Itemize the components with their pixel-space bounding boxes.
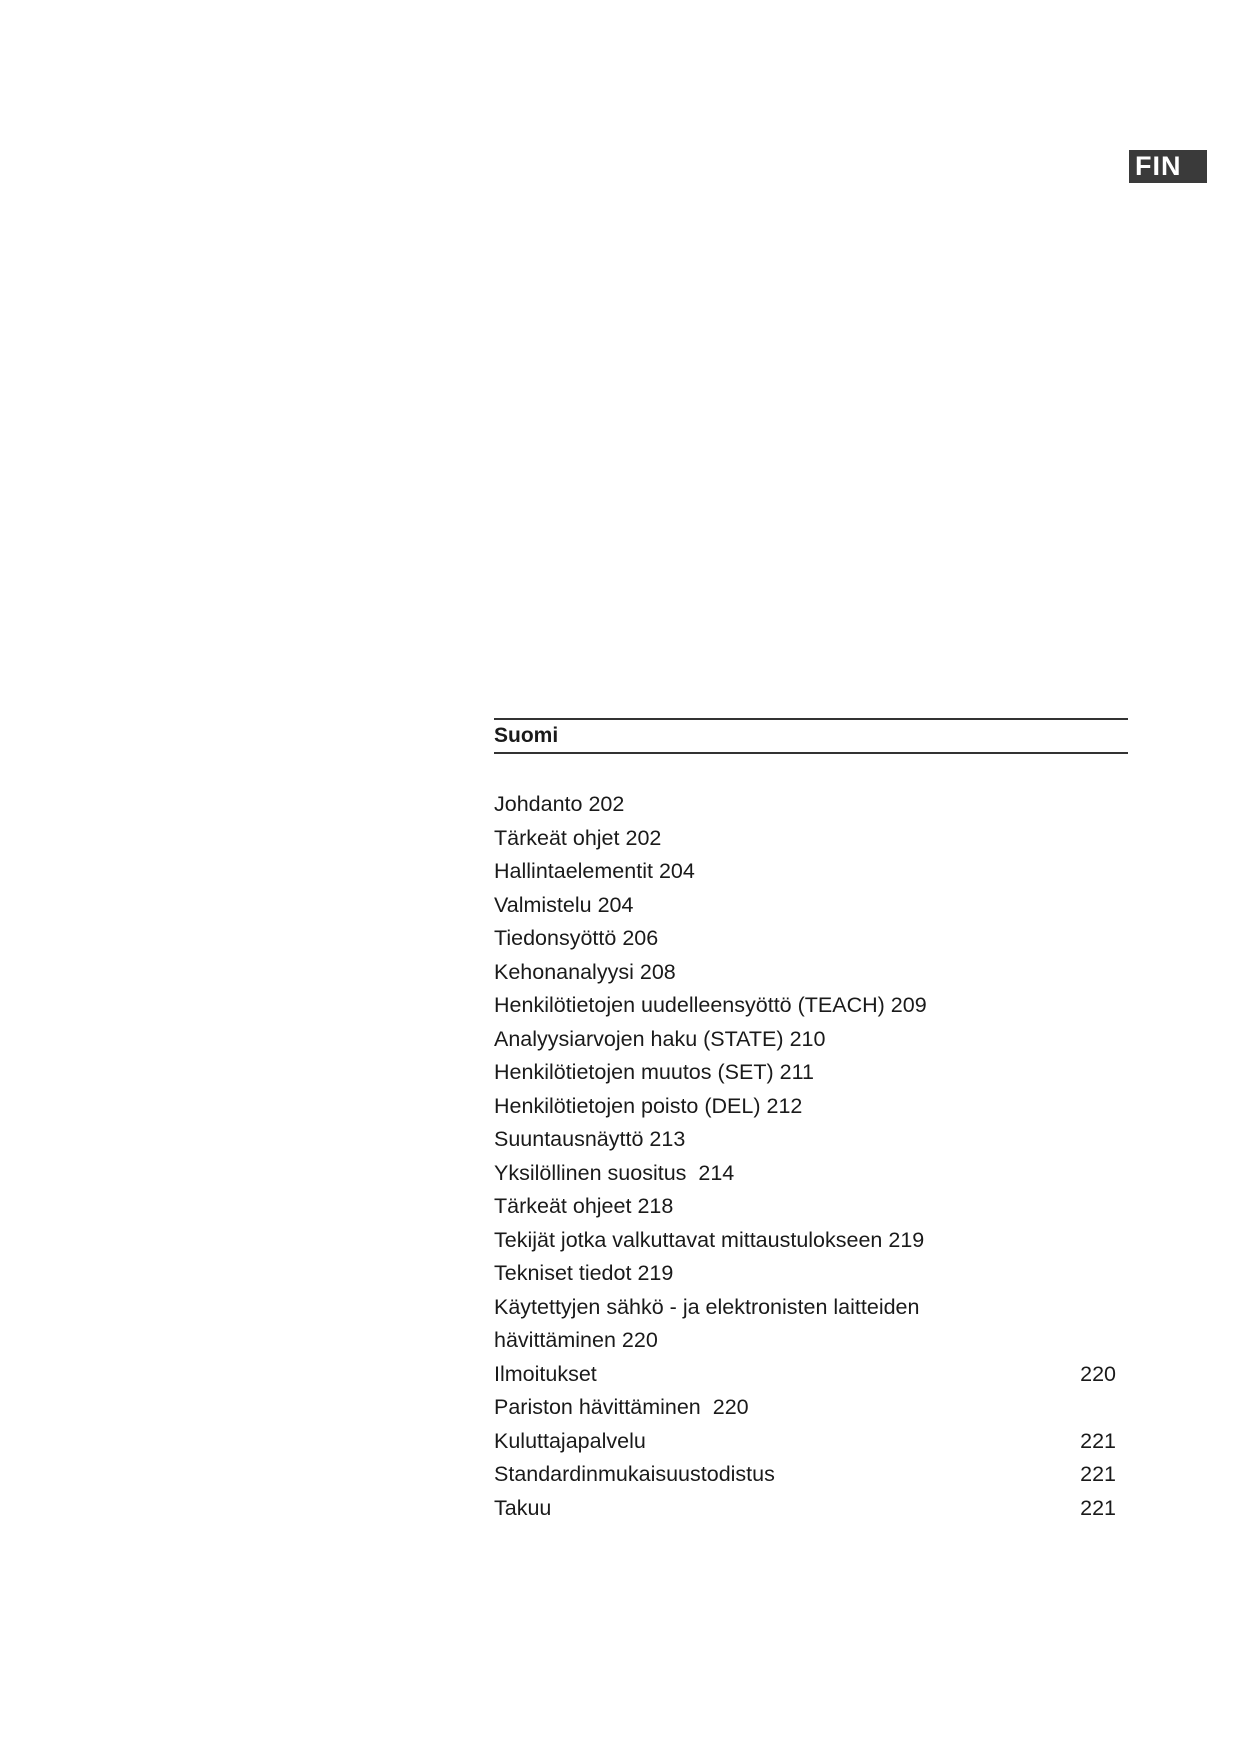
toc-entry-page: 221 — [1080, 1462, 1116, 1486]
toc-entry-label: Analyysiarvojen haku (STATE) — [494, 1026, 784, 1051]
toc-entry-label: Johdanto — [494, 792, 583, 816]
toc-entry-label: Suuntausnäyttö — [494, 1127, 644, 1151]
toc-entry-label: Tekijät jotka valkuttavat mittaustulokseen — [494, 1227, 883, 1252]
toc-entry-label: Standardinmukaisuustodistus — [494, 1462, 775, 1486]
toc-entry[interactable] — [494, 1391, 1124, 1425]
toc-entry-label: Kehonanalyysi — [494, 959, 634, 984]
toc-entry-label: Henkilötietojen uudelleensyöttö (TEACH) — [494, 993, 885, 1017]
toc-entry-page: 210 — [789, 1026, 826, 1051]
toc-entry-label: Kuluttajapalvelu — [494, 1428, 646, 1453]
toc-entry-page: 221 — [1080, 1495, 1116, 1520]
toc-entry-page: 220 — [1080, 1361, 1116, 1386]
toc-entry[interactable] — [494, 1492, 1124, 1526]
toc-entry[interactable] — [494, 956, 1124, 990]
toc-list — [494, 788, 1128, 1525]
toc-entry[interactable] — [494, 889, 1124, 923]
toc-entry-page: 213 — [649, 1127, 686, 1151]
toc-entry[interactable] — [494, 1358, 1124, 1392]
toc-entry[interactable] — [494, 1190, 1124, 1224]
language-tab: FIN — [1129, 150, 1207, 183]
toc-entry[interactable] — [494, 1257, 1124, 1291]
toc-entry-label: Yksilöllinen suositus — [494, 1160, 693, 1185]
toc-entry-label: Tärkeät ohjet — [494, 825, 620, 850]
toc-entry[interactable] — [494, 1224, 1124, 1258]
toc-entry-page: 212 — [766, 1093, 803, 1118]
toc-entry-label: Henkilötietojen muutos (SET) — [494, 1060, 774, 1084]
toc-entry-label: Henkilötietojen poisto (DEL) — [494, 1093, 761, 1118]
toc-entry[interactable] — [494, 1458, 1124, 1492]
toc-entry[interactable] — [494, 1425, 1124, 1459]
toc-entry[interactable] — [494, 1123, 1124, 1157]
toc-entry-page: 221 — [1080, 1428, 1116, 1453]
toc-entry-label: Hallintaelementit — [494, 859, 653, 883]
section-title: Suomi — [494, 724, 559, 747]
toc-entry-label: hävittäminen — [494, 1328, 616, 1352]
toc-entry-page: 219 — [888, 1227, 925, 1252]
toc-entry[interactable] — [494, 855, 1124, 889]
toc-entry[interactable] — [494, 1291, 1124, 1325]
toc-entry-page: 208 — [639, 959, 676, 984]
toc-entry-label: Ilmoitukset — [494, 1361, 597, 1386]
toc-entry-label: Tiedonsyöttö — [494, 926, 617, 950]
toc-entry-page: 209 — [890, 993, 927, 1017]
toc-entry-label: Tärkeät ohjeet — [494, 1194, 632, 1218]
toc-entry-label: Pariston hävittäminen — [494, 1395, 707, 1419]
toc-entry[interactable] — [494, 989, 1124, 1023]
toc-entry-page: 204 — [597, 892, 634, 917]
toc-entry-page: 220 — [712, 1395, 749, 1419]
toc-entry-page: 202 — [588, 792, 625, 816]
toc-entry[interactable] — [494, 1056, 1124, 1090]
toc-entry-page: 219 — [637, 1261, 674, 1285]
table-of-contents — [494, 718, 1128, 1525]
toc-entry-page: 214 — [698, 1160, 735, 1185]
toc-entry[interactable] — [494, 1324, 1124, 1358]
toc-entry[interactable] — [494, 822, 1124, 856]
toc-entry-page: 218 — [637, 1194, 674, 1218]
toc-entry[interactable] — [494, 1157, 1124, 1191]
bottom-rule — [494, 752, 1128, 754]
toc-entry[interactable] — [494, 922, 1124, 956]
toc-entry-label: Tekniset tiedot — [494, 1261, 632, 1285]
toc-entry-page: 220 — [621, 1328, 658, 1352]
toc-entry-label: Valmistelu — [494, 892, 592, 917]
toc-entry[interactable] — [494, 1090, 1124, 1124]
toc-entry-label: Takuu — [494, 1495, 552, 1520]
toc-entry-label: Käytettyjen sähkö - ja elektronisten laitteiden — [494, 1294, 920, 1319]
toc-entry[interactable] — [494, 1023, 1124, 1057]
toc-entry[interactable] — [494, 788, 1124, 822]
toc-entry-page: 204 — [658, 859, 695, 883]
toc-entry-page: 206 — [622, 926, 659, 950]
toc-entry-page: 211 — [779, 1060, 814, 1084]
toc-entry-page: 202 — [625, 825, 662, 850]
